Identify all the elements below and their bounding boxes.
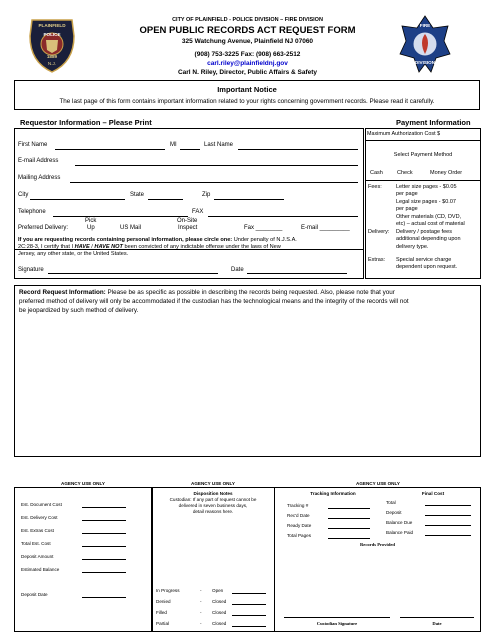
agency-heading-2: AGENCY USE ONLY: [191, 481, 235, 486]
status-filled-field[interactable]: [232, 615, 266, 616]
status-denied-field[interactable]: [232, 604, 266, 605]
delivery-list: Delivery / postage fees additional depending upon delivery type.: [396, 229, 461, 250]
personal-info-line-2: 2C:28-3, I certify that I HAVE / HAVE NOT been convicted of any indictable offense under the laws of New: [18, 244, 281, 250]
balance-due-label: Balance Due: [386, 520, 413, 525]
status-partial-value: Closed: [212, 621, 227, 626]
status-open-value: Open: [212, 588, 224, 593]
address-line: 325 Watchung Avenue, Plainfield NJ 07060: [181, 38, 314, 45]
last-name-field[interactable]: [238, 149, 358, 150]
deposit-amount-label: Deposit Amount: [21, 554, 54, 559]
personal-info-statute: Under penalty of N.J.S.A.: [233, 237, 297, 243]
estimated-balance-label: Estimated Balance: [21, 567, 60, 572]
delivery-label: Delivery:: [368, 229, 390, 235]
status-partial-field[interactable]: [232, 626, 266, 627]
mailing-label: Mailing Address: [18, 175, 61, 181]
mi-field[interactable]: [180, 149, 200, 150]
city-line: CITY OF PLAINFIELD - POLICE DIVISION – FIRE DIVISION: [172, 17, 323, 23]
status-dash-3: -: [200, 610, 202, 615]
est-extras-cost-label: Est. Extras Cost: [21, 528, 54, 533]
on-site-label: On-Site: [177, 218, 198, 224]
record-request-text: Record Request Information: Please be as specific as possible in describing the records being requested. Also, please note that your preferred method of delivery will only be accommodated if the custodian has the technological means and the integrity of the records will not be jeopardized by such method of delivery.: [19, 289, 409, 314]
city-field[interactable]: [30, 199, 125, 200]
ready-date-field[interactable]: [328, 528, 370, 529]
est-delivery-cost-label: Est. Delivery Cost: [21, 515, 58, 520]
ready-date-label: Ready Date: [287, 523, 312, 528]
zip-label: Zip: [202, 192, 211, 198]
delivery-inspect-option[interactable]: Inspect: [178, 225, 198, 231]
last-name-label: Last Name: [204, 142, 234, 148]
signature-field[interactable]: [48, 273, 218, 274]
check-option[interactable]: Check: [397, 170, 413, 176]
custodian-signature-label: Custodian Signature: [316, 621, 358, 626]
status-partial-label: Partial: [156, 621, 170, 626]
tracking-number-label: Tracking #: [287, 503, 309, 508]
city-label: City: [18, 192, 29, 198]
deposit-date-field[interactable]: [82, 597, 126, 598]
total-pages-field[interactable]: [328, 538, 370, 539]
patch-year-text: 1889: [46, 54, 58, 59]
email-label: E-mail Address: [18, 158, 59, 164]
fees-label: Fees:: [368, 184, 382, 190]
zip-field[interactable]: [214, 199, 284, 200]
status-filled-label: Filled: [156, 610, 167, 615]
police-patch: [28, 14, 76, 74]
personal-info-line-1: [18, 237, 363, 243]
delivery-pickup-option[interactable]: Up: [87, 225, 95, 231]
money-order-option[interactable]: Money Order: [430, 170, 463, 176]
extras-list: Special service charge dependent upon request.: [396, 257, 458, 271]
recd-date-label: Rec'd Date: [287, 513, 310, 518]
have-option[interactable]: HAVE: [74, 244, 90, 250]
status-in-progress-label: In Progress: [156, 588, 180, 593]
patch-bottom-text: N.J.: [47, 61, 57, 66]
balance-paid-field[interactable]: [425, 535, 471, 536]
disposition-text: Custodian: If any part of request cannot be delivered in seven business days, detail reasons here.: [169, 497, 257, 514]
email-link[interactable]: carl.riley@plainfieldnj.gov: [207, 60, 288, 67]
select-payment-label: Select Payment Method: [393, 152, 453, 158]
final-total-label: Total: [386, 500, 396, 505]
agency-heading-1: AGENCY USE ONLY: [61, 481, 105, 486]
patch-top-text: PLAINFIELD: [38, 23, 66, 28]
total-est-cost-field[interactable]: [82, 546, 126, 547]
first-name-field[interactable]: [55, 149, 165, 150]
tracking-title: Tracking Information: [310, 491, 356, 496]
final-deposit-field[interactable]: [425, 515, 471, 516]
final-total-field[interactable]: [425, 505, 471, 506]
est-document-cost-label: Est. Document Cost: [21, 502, 62, 507]
patch-center-text: POLICE: [43, 32, 61, 37]
notice-title: Important Notice: [217, 85, 277, 94]
signature-label: Signature: [18, 267, 44, 273]
fire-patch-bottom: DIVISION: [414, 60, 436, 65]
preferred-delivery-label: Preferred Delivery:: [18, 225, 69, 231]
est-extras-cost-field[interactable]: [82, 533, 126, 534]
pick-label: Pick: [85, 218, 97, 224]
date-field[interactable]: [247, 273, 347, 274]
est-document-cost-field[interactable]: [82, 507, 126, 508]
max-auth-divider: [365, 140, 481, 141]
status-in-progress-field[interactable]: [232, 593, 266, 594]
total-est-cost-label: Total Est. Cost: [21, 541, 51, 546]
status-denied-label: Denied: [156, 599, 171, 604]
recd-date-field[interactable]: [328, 518, 370, 519]
status-filled-value: Closed: [212, 610, 227, 615]
state-label: State: [130, 192, 145, 198]
est-delivery-cost-field[interactable]: [82, 520, 126, 521]
telephone-field[interactable]: [53, 216, 188, 217]
cash-option[interactable]: Cash: [370, 170, 383, 176]
custodian-signature-field[interactable]: [284, 617, 390, 618]
page-title: OPEN PUBLIC RECORDS ACT REQUEST FORM: [139, 25, 356, 36]
personal-info-line-3: Jersey, any other state, or the United States.: [18, 251, 129, 257]
state-field[interactable]: [148, 199, 183, 200]
max-auth-label: Maximum Authorization Cost $: [367, 131, 441, 137]
final-cost-title: Final Cost: [421, 491, 445, 496]
status-dash-4: -: [200, 621, 202, 626]
status-dash-2: -: [200, 599, 202, 604]
total-pages-label: Total Pages: [287, 533, 312, 538]
estimated-balance-field[interactable]: [82, 572, 126, 573]
requestor-title: Requestor Information – Please Print: [20, 118, 152, 127]
payment-method-divider: [365, 180, 481, 181]
payment-title: Payment Information: [396, 118, 471, 127]
custodian-date-label: Date: [432, 621, 442, 626]
telephone-label: Telephone: [18, 209, 46, 215]
deposit-date-label: Deposit Date: [21, 592, 48, 597]
status-dash-1: -: [200, 588, 202, 593]
deposit-amount-field[interactable]: [82, 559, 126, 560]
requestor-box: [14, 128, 364, 250]
extras-label: Extras:: [368, 257, 386, 263]
disposition-title: Disposition Notes: [193, 491, 233, 496]
mailing-field[interactable]: [70, 182, 358, 183]
delivery-usmail-option[interactable]: US Mail: [120, 225, 142, 231]
fire-patch: [398, 14, 452, 74]
custodian-date-field[interactable]: [400, 617, 474, 618]
director-line: Carl N. Riley, Director, Public Affairs & Safety: [177, 69, 318, 76]
agency-box-3: [274, 487, 481, 632]
records-provided-label: Records Provided: [359, 542, 395, 547]
notice-box: [14, 80, 480, 110]
email-field[interactable]: [75, 165, 358, 166]
delivery-email-option[interactable]: E-mail _________: [301, 225, 350, 231]
fire-patch-top: FIRE: [419, 23, 431, 28]
fax-field[interactable]: [208, 216, 358, 217]
notice-text: The last page of this form contains important information related to your rights concerning government records. Please read it carefully.: [59, 98, 435, 105]
personal-info-bold: If you are requesting records containing personal information, please circle one:: [18, 237, 233, 243]
status-denied-value: Closed: [212, 599, 227, 604]
final-deposit-label: Deposit: [386, 510, 402, 515]
record-request-label: Record Request Information:: [19, 289, 106, 296]
mi-label: MI: [170, 142, 177, 148]
balance-due-field[interactable]: [425, 525, 471, 526]
tracking-number-field[interactable]: [328, 508, 370, 509]
first-name-label: First Name: [18, 142, 48, 148]
phone-line: (908) 753-3225 Fax: (908) 663-2512: [194, 51, 301, 58]
date-label: Date: [231, 267, 244, 273]
agency-heading-3: AGENCY USE ONLY: [356, 481, 400, 486]
fax-label: FAX: [192, 209, 204, 215]
have-not-option[interactable]: HAVE NOT: [94, 244, 123, 250]
balance-paid-label: Balance Paid: [386, 530, 414, 535]
fees-list: Letter size pages - $0.05 per page Legal size pages - $0.07 per page Other materials (CD, DVD, etc) – actual cost of material: [396, 184, 465, 228]
delivery-fax-option[interactable]: Fax ________: [244, 225, 283, 231]
